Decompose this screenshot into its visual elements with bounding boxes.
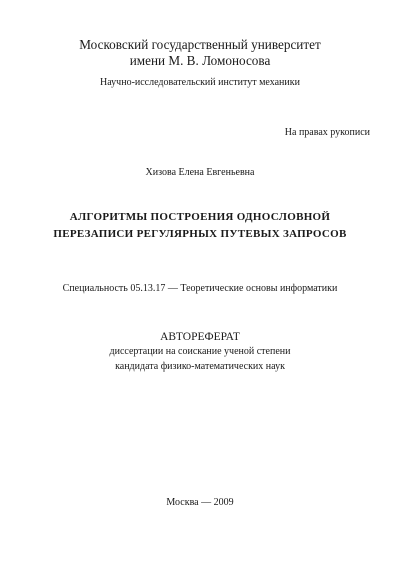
abstract-heading: АВТОРЕФЕРАТ [160, 331, 240, 343]
university-name-line1: Московский государственный университет [79, 37, 321, 52]
dissertation-title-line2: ПЕРЕЗАПИСИ РЕГУЛЯРНЫХ ПУТЕВЫХ ЗАПРОСОВ [53, 228, 347, 240]
dissertation-title-line1: АЛГОРИТМЫ ПОСТРОЕНИЯ ОДНОСЛОВНОЙ [69, 211, 331, 223]
institute-name: Научно-исследовательский институт механики [100, 77, 300, 88]
university-name-line2: имени М. В. Ломоносова [129, 53, 271, 68]
author-name: Хизова Елена Евгеньевна [145, 167, 255, 178]
rights-note: На правах рукописи [284, 127, 370, 138]
abstract-subtitle-line2: кандидата физико-математических наук [115, 361, 285, 372]
specialty-line: Специальность 05.13.17 — Теоретические основы информатики [62, 283, 338, 294]
city-year: Москва — 2009 [166, 497, 234, 508]
abstract-subtitle-line1: диссертации на соискание ученой степени [109, 346, 291, 357]
